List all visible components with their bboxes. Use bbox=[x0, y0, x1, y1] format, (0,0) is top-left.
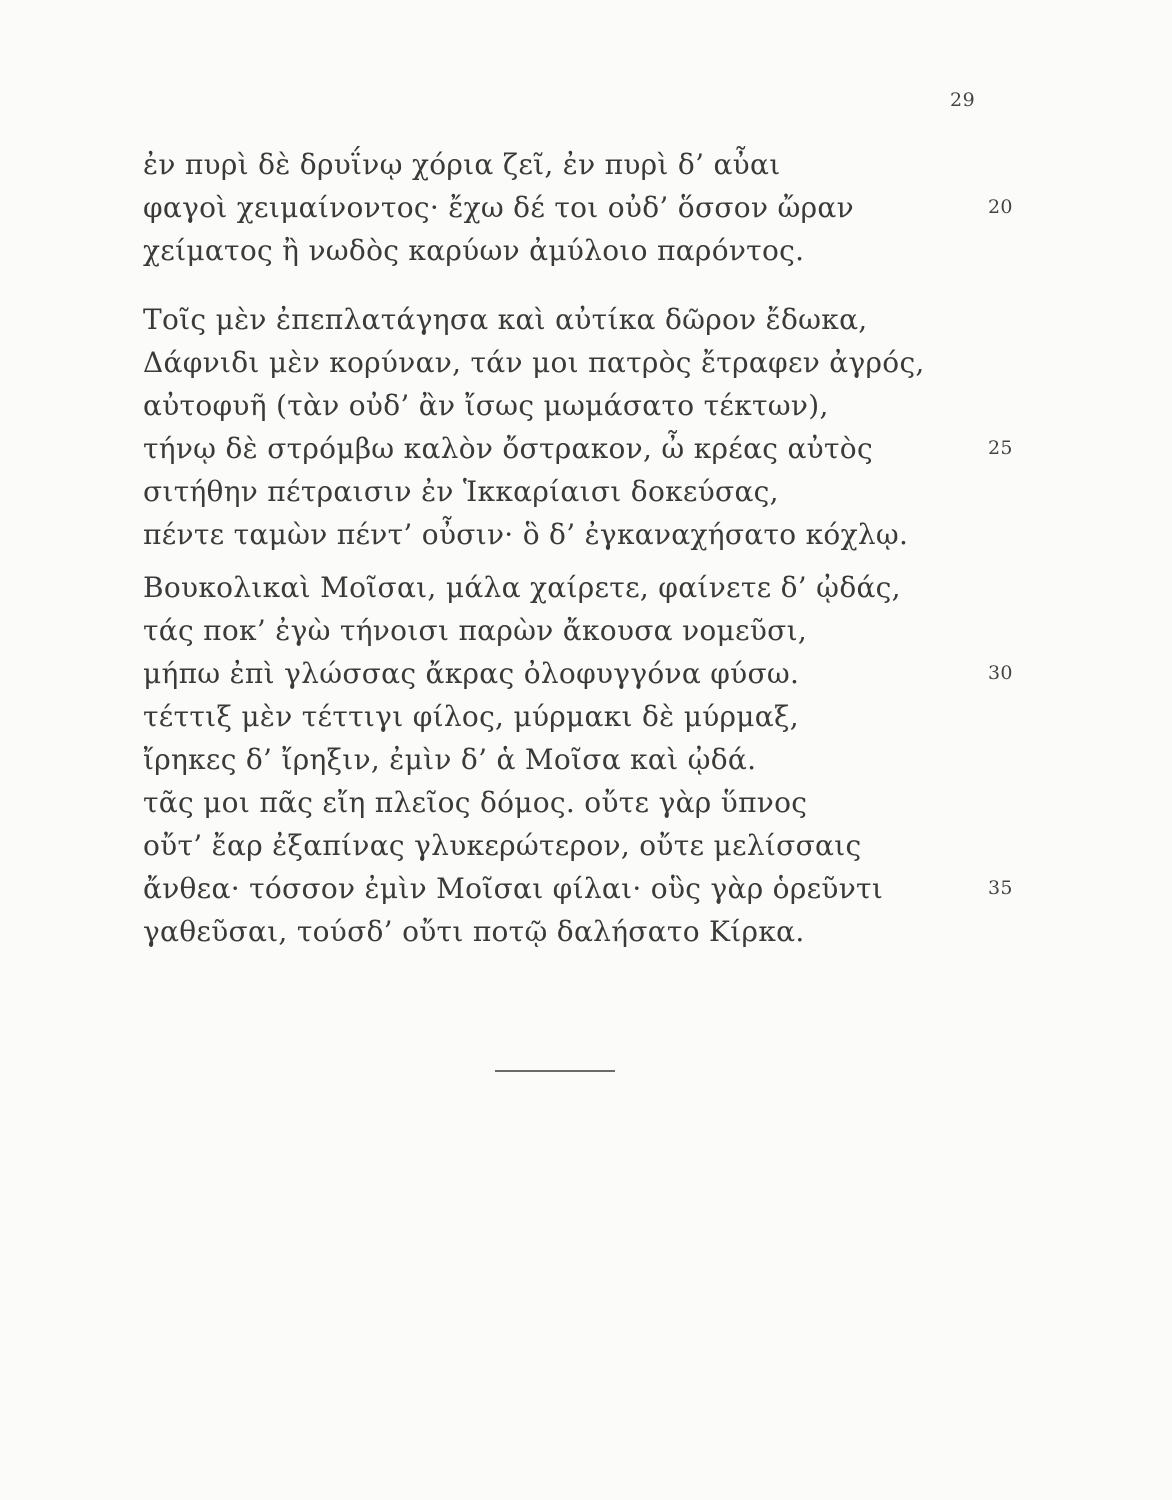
verse-line bbox=[143, 695, 1023, 738]
verse-text: γαθεῦσαι, τούσδ’ οὔτι ποτῷ δαλήσατο Κίρκα. bbox=[143, 915, 805, 948]
line-number: 20 bbox=[988, 196, 1013, 218]
stanza bbox=[143, 298, 1023, 556]
line-number: 30 bbox=[988, 662, 1013, 684]
verse-line bbox=[143, 824, 1023, 867]
verse-text: αὐτοφυῆ (τὰν οὐδ’ ἂν ἴσως μωμάσατο τέκτων), bbox=[143, 389, 829, 422]
stanza bbox=[143, 566, 1023, 953]
verse-text: οὔτ’ ἔαρ ἐξαπίνας γλυκερώτερον, οὔτε μελίσσαις bbox=[143, 829, 862, 862]
verse-text: Δάφνιδι μὲν κορύναν, τάν μοι πατρὸς ἔτραφεν ἀγρός, bbox=[143, 346, 925, 379]
verse-line bbox=[143, 910, 1023, 953]
end-rule bbox=[495, 1070, 615, 1072]
verse-text: τᾶς μοι πᾶς εἴη πλεῖος δόμος. οὔτε γὰρ ὕπνος bbox=[143, 786, 808, 819]
verse-line bbox=[143, 781, 1023, 824]
verse-text: Τοῖς μὲν ἐπεπλατάγησα καὶ αὐτίκα δῶρον ἔδωκα, bbox=[143, 303, 868, 336]
verse-text: ἄνθεα· τόσσον ἐμὶν Μοῖσαι φίλαι· οὓς γὰρ ὁρεῦντι bbox=[143, 872, 884, 905]
verse-line bbox=[143, 566, 1023, 609]
verse-text: μήπω ἐπὶ γλώσσας ἄκρας ὀλοφυγγόνα φύσω. bbox=[143, 657, 800, 690]
verse-text: ἐν πυρὶ δὲ δρυΐνῳ χόρια ζεῖ, ἐν πυρὶ δ’ αὖαι bbox=[143, 148, 781, 181]
verse-line bbox=[143, 229, 1023, 272]
verse-line bbox=[143, 470, 1023, 513]
line-number: 35 bbox=[988, 877, 1013, 899]
verse-line bbox=[143, 143, 1023, 186]
verse-text: Βουκολικαὶ Μοῖσαι, μάλα χαίρετε, φαίνετε δ’ ᾠδάς, bbox=[143, 571, 901, 604]
verse-line bbox=[143, 738, 1023, 781]
verse-line bbox=[143, 513, 1023, 556]
verse-line bbox=[143, 298, 1023, 341]
verse-text: τήνῳ δὲ στρόμβω καλὸν ὄστρακον, ὦ κρέας αὐτὸς bbox=[143, 432, 873, 465]
verse-text: φαγοὶ χειμαίνοντος· ἔχω δέ τοι οὐδ’ ὅσσον ὤραν bbox=[143, 191, 854, 224]
verse-line bbox=[143, 186, 1023, 229]
verse-line bbox=[143, 609, 1023, 652]
verse-line bbox=[143, 384, 1023, 427]
verse-text: τάς ποκ’ ἐγὼ τήνοισι παρὼν ἄκουσα νομεῦσι, bbox=[143, 614, 808, 647]
verse-line bbox=[143, 427, 1023, 470]
line-number: 25 bbox=[988, 437, 1013, 459]
verse-line bbox=[143, 867, 1023, 910]
verse-text: πέντε ταμὼν πέντ’ οὖσιν· ὃ δ’ ἐγκαναχήσατο κόχλῳ. bbox=[143, 518, 909, 551]
verse-text: σιτήθην πέτραισιν ἐν Ἱκκαρίαισι δοκεύσας, bbox=[143, 475, 779, 508]
verse-line bbox=[143, 341, 1023, 384]
verse-text: χείματος ἢ νωδὸς καρύων ἀμύλοιο παρόντος. bbox=[143, 234, 805, 267]
stanza bbox=[143, 143, 1023, 272]
verse-text: τέττιξ μὲν τέττιγι φίλος, μύρμακι δὲ μύρμαξ, bbox=[143, 700, 799, 733]
page-number: 29 bbox=[950, 89, 976, 111]
verse-line bbox=[143, 652, 1023, 695]
verse-text: ἴρηκες δ’ ἴρηξιν, ἐμὶν δ’ ἁ Μοῖσα καὶ ᾠδά. bbox=[143, 743, 757, 776]
